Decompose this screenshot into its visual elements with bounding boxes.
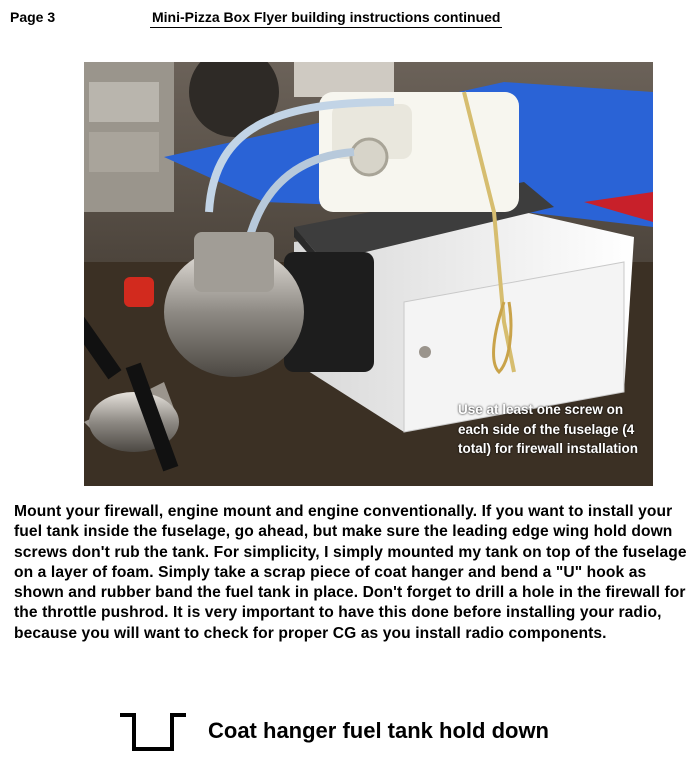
instruction-paragraph: Mount your firewall, engine mount and engine conventionally. If you want to install your fuel tank inside the fuselage, go ahead, but make sure the leading edge wing hold down screws don't rub the tank. For simplicity, I simply mounted my tank on top of the fuselage on a layer of foam. Simply take a scrap piece of coat hanger and bend a "U" hook as shown and rubber band the fuel tank in place. Don't forget to drill a hole in the firewall for the throttle pushrod. It is very important to have this done before installing your radio, because you will want to check for proper CG as you install radio components.: [14, 503, 687, 642]
photo-caption: Use at least one screw on each side of the fuselage (4 total) for firewall installation: [458, 402, 639, 456]
page-title: Mini-Pizza Box Flyer building instructions continued: [150, 9, 502, 28]
diagram-label: Coat hanger fuel tank hold down: [208, 718, 549, 743]
page-number: Page 3: [10, 9, 56, 25]
u-hook-diagram-icon: [118, 711, 188, 753]
